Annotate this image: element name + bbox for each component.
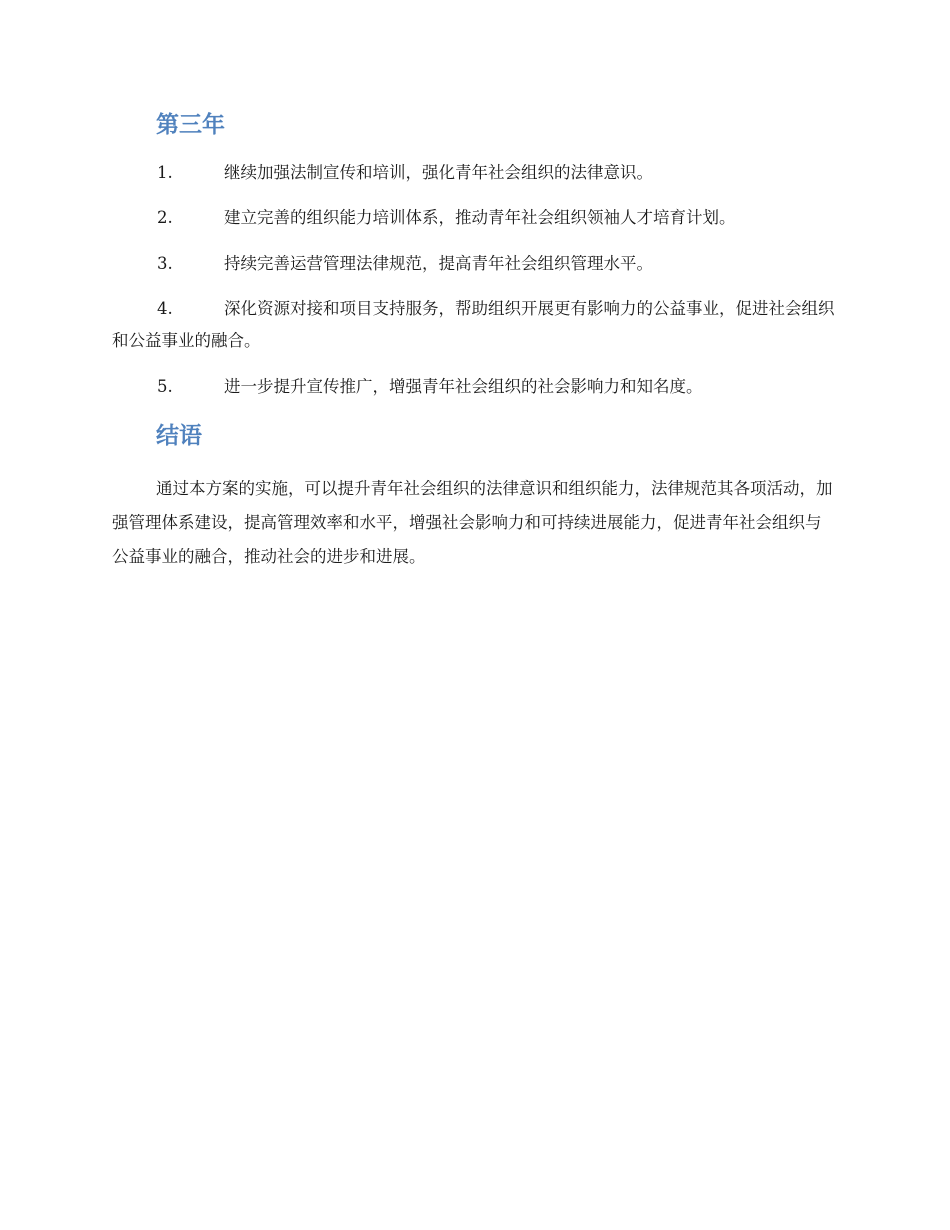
list-item-number: 1. xyxy=(157,163,173,182)
list-item xyxy=(112,202,840,234)
list-item-number: 5. xyxy=(157,377,173,396)
list-item-text: 深化资源对接和项目支持服务，帮助组织开展更有影响力的公益事业，促进社会组织和公益事业的融合。 xyxy=(112,299,835,350)
list-item-number: 2. xyxy=(157,208,173,227)
list-item-text: 进一步提升宣传推广，增强青年社会组织的社会影响力和知名度。 xyxy=(224,377,703,396)
list-item-text: 继续加强法制宣传和培训，强化青年社会组织的法律意识。 xyxy=(224,163,653,182)
list-item-text: 持续完善运营管理法律规范，提高青年社会组织管理水平。 xyxy=(224,254,653,273)
conclusion-paragraph: 通过本方案的实施，可以提升青年社会组织的法律意识和组织能力，法律规范其各项活动，加强管理体系建设，提高管理效率和水平，增强社会影响力和可持续进展能力，促进青年社会组织与公益事业的融合，推动社会的进步和进展。 xyxy=(112,479,833,566)
list-item-text: 建立完善的组织能力培训体系，推动青年社会组织领袖人才培育计划。 xyxy=(224,208,736,227)
list-item xyxy=(112,157,840,189)
list-item xyxy=(112,248,840,280)
list-item-number: 3. xyxy=(157,254,173,273)
list-item xyxy=(112,293,840,357)
list-item-number: 4. xyxy=(157,299,173,318)
section-heading-conclusion: 结语 xyxy=(156,423,202,449)
section-heading-year-three: 第三年 xyxy=(156,112,225,138)
list-item xyxy=(112,371,840,403)
